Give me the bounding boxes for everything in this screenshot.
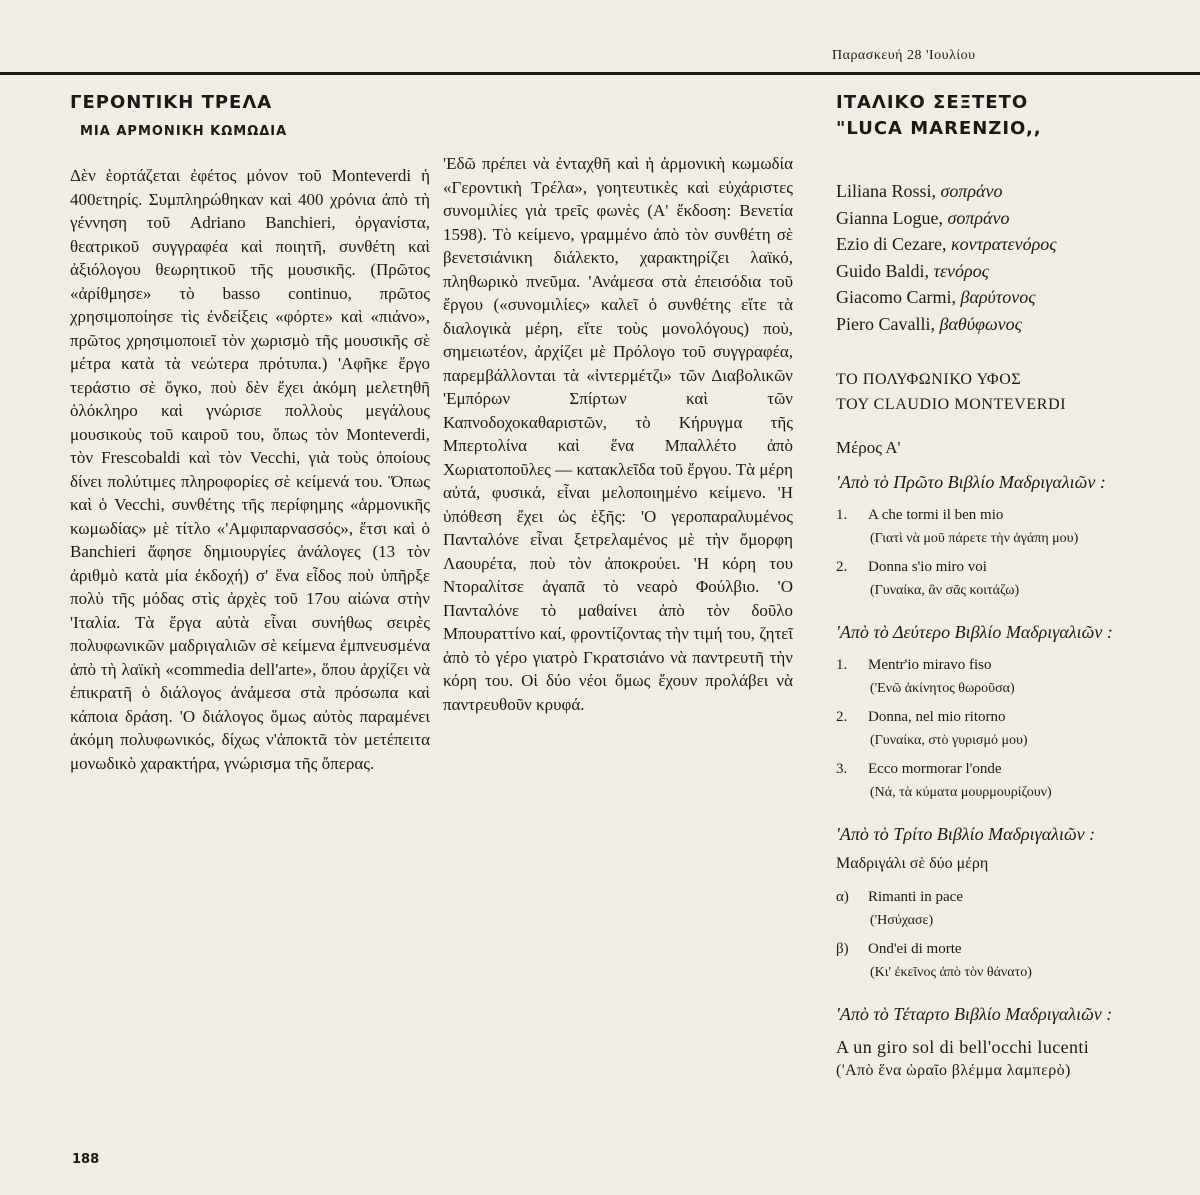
section-title-line-1: ΤΟ ΠΟΛΥΦΩΝΙΚΟ ΥΦΟΣ xyxy=(836,371,1022,388)
item-number: 2. xyxy=(836,709,848,725)
item-title: Donna s'io miro voi xyxy=(868,559,987,575)
performer-role: σοπράνο xyxy=(940,181,1003,201)
list-item xyxy=(836,557,1186,601)
item-translation: (Γιατὶ νὰ μοῦ πάρετε τὴν ἀγάπη μου) xyxy=(870,531,1079,546)
performer-name: Gianna Logue, xyxy=(836,207,943,228)
header-rule xyxy=(0,72,1200,75)
performer-row xyxy=(836,205,1186,232)
item-number: 3. xyxy=(836,761,848,777)
program-column xyxy=(836,90,1186,1083)
list-item xyxy=(836,887,1186,931)
ensemble-title: ΙΤΑΛΙΚΟ ΣΕΞΤΕΤΟ xyxy=(836,92,1029,113)
performer-name: Piero Cavalli, xyxy=(836,313,935,334)
performer-row xyxy=(836,284,1186,311)
performer-role: κοντρατενόρος xyxy=(950,234,1057,254)
item-number: 1. xyxy=(836,657,848,673)
item-title: Mentr'io miravo fiso xyxy=(868,657,992,673)
article-title: ΓΕΡΟΝΤΙΚΗ ΤΡΕΛΑ xyxy=(70,92,273,113)
performer-name: Giacomo Carmi, xyxy=(836,287,956,307)
item-title: A che tormi il ben mio xyxy=(868,507,1004,523)
performer-row xyxy=(836,258,1186,285)
performer-row xyxy=(836,178,1186,205)
program-section-heading xyxy=(836,367,1186,417)
item-title: Ond'ei di morte xyxy=(868,941,962,957)
item-number: α) xyxy=(836,889,849,905)
running-header-date: Παρασκευή 28 'Ιουλίου xyxy=(832,48,976,63)
list-item xyxy=(836,505,1186,549)
list-item xyxy=(836,655,1186,699)
item-translation: (Νά, τὰ κύματα μουρμουρίζουν) xyxy=(870,785,1052,800)
performer-role: βαθύφωνος xyxy=(939,313,1022,334)
list-item xyxy=(836,939,1186,983)
performer-role: σοπράνο xyxy=(947,207,1010,228)
book-heading-4: 'Aπὸ τὸ Τέταρτο Βιβλίο Μαδριγαλιῶν : xyxy=(836,1004,1113,1024)
article-column-1 xyxy=(70,90,430,775)
article-paragraph-2: 'Εδῶ πρέπει νὰ ἐνταχθῆ καὶ ἡ ἁρμονικὴ κωμωδία «Γεροντικὴ Τρέλα», γοητευτικὲς καὶ εὐχάριστες συνομιλίες γιὰ τρεῖς φωνὲς (Α' ἔκδοση: Βενετία 1598). Τὸ κείμενο, γραμμένο ἀπὸ τὸν συνθέτη σὲ βενετσιάνικη διάλεκτο, χαρακτηρίζει λαϊκό, πληθωρικὸ πνεῦμα. 'Ανάμεσα στὰ ἐπεισόδια τοῦ ἔργου («συνομιλίες» καλεῖ ὁ συνθέτης εἴτε τὰ διαλογικὰ μέρη, εἴτε τοὺς μονολόγους) ποὺ, σημειωτέον, ἀρχίζει μὲ Πρόλογο τοῦ συγγραφέα, παρεμβάλλονται τὰ «ἰντερμέτζι» τῶν Διαβολικῶν 'Εμπόρων Σπίρτων καὶ τῶν Καπνοδοχοκαθαριστῶν, τὸ Κήρυγμα τῆς Μπερτολίνα καὶ ἕνα Μπαλλέτο ἀπὸ Χωριατοποῦλες — κατακλεῖδα τοῦ ἔργου. Τὰ μέρη αὐτά, φυσικά, εἶναι μελοποιημένο κείμενο. 'Η ὑπόθεση ἔχει ὡς ἑξῆς: 'Ο γεροπαραλυμένος Πανταλόνε εἶναι ξετρελαμένος μὲ τὴν ὄμορφη Λαουρέτα, ποὺ τὸν ἀποκρούει. 'Η κόρη του Ντοραλίτσε ἀγαπᾶ τὸ νεαρὸ Φούλβιο. 'Ο Πανταλόνε τὸ μαθαίνει ἀπὸ τὸν δοῦλο Μπουραττίνο καί, φροντίζοντας τὴν τιμή του, ζητεῖ ἀπὸ τὸ γέρο γιατρὸ Γκρατσιάνο νὰ παντρευτῆ τὴν κόρη του. Οἱ δύο νέοι ὅμως ἔχουν προλάβει νὰ παντρευθοῦν κρυφά. xyxy=(443,154,793,714)
performer-row xyxy=(836,311,1186,338)
item-translation: (Κι' ἐκεῖνος ἀπὸ τὸν θάνατο) xyxy=(870,965,1032,980)
ensemble-name: "LUCA MARENZIO,, xyxy=(836,118,1042,139)
item-translation: ('Ενῶ ἀκίνητος θωροῦσα) xyxy=(870,681,1015,696)
article-column-2 xyxy=(443,152,793,716)
performer-row xyxy=(836,231,1186,258)
item-translation: ('Απὸ ἕνα ὡραῖο βλέμμα λαμπερὸ) xyxy=(836,1062,1071,1079)
article-subtitle: ΜΙΑ ΑΡΜΟΝΙΚΗ ΚΩΜΩΔΙΑ xyxy=(80,124,288,139)
book-heading-2: 'Aπὸ τὸ Δεύτερο Βιβλίο Μαδριγαλιῶν : xyxy=(836,622,1113,642)
item-title: Ecco mormorar l'onde xyxy=(868,761,1002,777)
item-translation: (Γυναίκα, ἂν σᾶς κοιτάζω) xyxy=(870,583,1020,598)
item-translation: ('Ησύχασε) xyxy=(870,913,934,928)
performer-list xyxy=(836,178,1186,337)
item-title: Rimanti in pace xyxy=(868,889,963,905)
performer-role: τενόρος xyxy=(933,260,989,281)
section-title-line-2: ΤΟΥ CLAUDIO MONTEVERDI xyxy=(836,396,1067,413)
page-number: 188 xyxy=(72,1152,100,1167)
book-heading-1: 'Aπὸ τὸ Πρῶτο Βιβλίο Μαδριγαλιῶν : xyxy=(836,472,1106,492)
performer-name: Guido Baldi, xyxy=(836,260,929,281)
performer-name: Ezio di Cezare, xyxy=(836,234,947,254)
article-paragraph-1: Δὲν ἑορτάζεται ἐφέτος μόνον τοῦ Monteverdi ἡ 400ετηρίς. Συμπληρώθηκαν καὶ 400 χρόνια ἀπὸ τὴ γέννηση τοῦ Adriano Banchieri, ὀργανίστα, θεατρικοῦ συγγραφέα καὶ ποιητῆ, συνθέτη καὶ ἀξιόλογου θεωρητικοῦ τῆς μουσικῆς. (Πρῶτος «ἀρίθμησε» τὸ basso continuo, πρῶτος χρησιμοποίησε τὶς ἐνδείξεις «φόρτε» καὶ «πιάνο», πρῶτος χρησιμοποιεῖ τὸν χωρισμὸ τῆς μουσικῆς σὲ μέτρα κατὰ τὰ νεώτερα πρότυπα.) 'Αφῆκε ἔργο τεράστιο σὲ ὄγκο, ποὺ δὲν ἔχει ἀκόμη μελετηθῆ ὁλόκληρο καὶ γνώρισε πολλοὺς μεγάλους μουσικοὺς τοῦ καιροῦ του, ὅπως τὸν Monteverdi, τὸν Frescobaldi καὶ τὸν Vecchi, γιὰ τοὺς ὁποίους δίνει πολύτιμες πληροφορίες σὲ κείμενά του. Ὅπως καὶ ὁ Vecchi, συνθέτης τῆς περίφημης «ἁρμονικῆς κωμωδίας» μὲ τίτλο «'Αμφιπαρνασσός», ἔτσι καὶ ὁ Banchieri ἄφησε δημιουργίες ἀνάλογες (13 τὸν ἀριθμὸ κατὰ μία ἐκδοχή) σ' ἕνα εἶδος ποὺ ὑπῆρξε πολὺ τῆς μόδας στὶς ἀρχὲς τοῦ 17ου αἰώνα στὴν 'Ιταλία. Τὰ ἔργα αὐτὰ εἶναι συνήθως σειρὲς πολυφωνικῶν μαδριγαλιῶν σὲ κείμενα ἐμπνευσμένα ἀπὸ τὴ λαϊκὴ «commedia dell'arte», ὅπου ἀρχίζει νὰ ἐπικρατῆ ὁ διάλογος ἀνάμεσα στὰ πρόσωπα καὶ κάποια δράση. 'Ο διάλογος ὅμως αὐτὸς παραμένει ἀκόμη πολυφωνικός, δίχως ν'ἀποκτᾶ τὸν μετέπειτα μονωδικὸ χαρακτήρα, γνώρισμα τῆς ὄπερας. xyxy=(70,166,430,773)
item-title: Donna, nel mio ritorno xyxy=(868,709,1006,725)
item-translation: (Γυναίκα, στὸ γυρισμό μου) xyxy=(870,733,1028,748)
item-number: β) xyxy=(836,941,849,957)
item-number: 2. xyxy=(836,559,848,575)
performer-role: βαρύτονος xyxy=(960,287,1036,307)
part-label: Μέρος Α' xyxy=(836,438,901,457)
book-heading-3: 'Aπὸ τὸ Τρίτο Βιβλίο Μαδριγαλιῶν : xyxy=(836,824,1096,844)
madrigal-subtitle: Μαδριγάλι σὲ δύο μέρη xyxy=(836,855,989,872)
list-item xyxy=(836,707,1186,751)
item-title: A un giro sol di bell'occhi lucenti xyxy=(836,1037,1090,1057)
performer-name: Liliana Rossi, xyxy=(836,181,936,201)
item-number: 1. xyxy=(836,507,848,523)
list-item xyxy=(836,759,1186,803)
